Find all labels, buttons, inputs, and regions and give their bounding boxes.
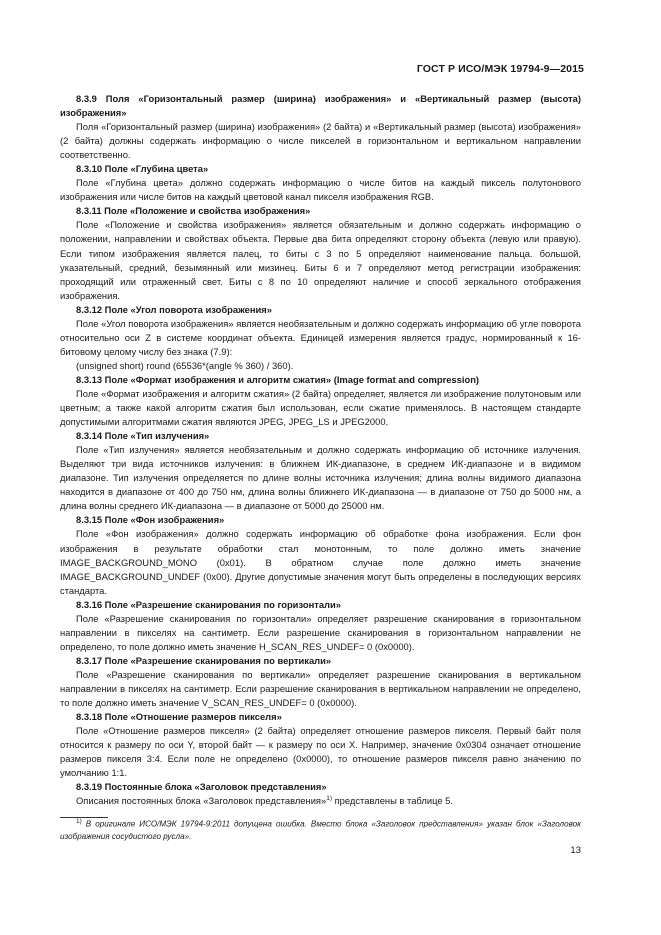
section-paragraph: Поле «Разрешение сканирования по горизонтали» определяет разрешение сканирования в горизонтальном направлении в пикселях на сантиметр. Если разрешение сканирования в горизонтальном направлении не определено, то поле должно иметь значение H_SCAN_RES_UNDEF= 0 (0x0000). — [60, 612, 581, 652]
section-paragraph: Поле «Глубина цвета» должно содержать информацию о числе битов на каждый пиксель полутонового изображения или числе битов на каждый цветовой канал пикселя изображения RGB. — [60, 177, 581, 203]
paragraph-text-tail: представлены в таблице 5. — [332, 795, 453, 807]
section-heading: 8.3.14 Поле «Тип излучения» — [76, 430, 210, 442]
page-body — [60, 92, 581, 808]
section-paragraph: Поле «Разрешение сканирования по вертикали» определяет разрешение сканирования в вертикальном направлении в пикселях на сантиметр. Если разрешение сканирования в вертикальном направлении не определено, то поле должно иметь значение V_SCAN_RES_UNDEF= 0 (0x0000). — [60, 668, 581, 709]
section-paragraph: Поле «Тип излучения» является необязательным и должно содержать информацию об источнике излучения. Выделяют три вида источников излучения: в ближнем ИК-диапазоне, в среднем ИК-диапазоне и в видимом диапазоне. Тип излучения определяется по длине волны источника излучения; длина волны видимого диапазона находится в диапазоне от 400 до 750 нм, длина волны ближнего ИК-диапазона — в диапазоне от 750 до 5000 нм, а длина волны среднего ИК-диапазона — в диапазоне от 5000 до 25000 нм. — [60, 444, 581, 512]
section-heading: 8.3.17 Поле «Разрешение сканирования по вертикали» — [76, 654, 332, 666]
footnote-text: В оригинале ИСО/МЭК 19794-9:2011 допущена ошибка. Вместо блока «Заголовок представления» указан блок «Заголовок изображения сосудистого русла». — [60, 819, 581, 842]
section-heading: 8.3.15 Поле «Фон изображения» — [76, 514, 225, 526]
section-paragraph: Поле «Формат изображения и алгоритм сжатия» (2 байта) определяет, является ли изображение полутоновым или цветным; а также какой алгоритм сжатия был использован, если сжатие применялось. В настоящем стандарте допустимыми алгоритмами сжатия являются JPEG, JPEG_LS и JPEG2000. — [60, 387, 581, 428]
section-paragraph: Поле «Фон изображения» должно содержать информацию об обработке фона изображения. Если фон изображения в результате обработки стал монотонным, то поле должно иметь значение IMAGE_BACKGROUND_MONO (0x01). В обратном случае поле должно иметь значение IMAGE_BACKGROUND_UNDEF (0x00). Другие допустимые значения могут быть определены в последующих версиях стандарта. — [60, 528, 581, 596]
section-paragraph: Поле «Отношение размеров пикселя» (2 байта) определяет отношение размеров пикселя. Первый байт поля относится к размеру по оси Y, второй байт — к размеру по оси X. Например, значение 0x0304 означает отношение размеров пикселя 3:4. Если поле не определено (0x0000), то отношение размеров пикселя равно значению по умолчанию 1:1. — [60, 725, 581, 779]
paragraph-text: Описания постоянных блока «Заголовок представления» — [76, 795, 327, 807]
section-paragraph: Поля «Горизонтальный размер (ширина) изображения» (2 байта) и «Вертикальный размер (высота) изображения» (2 байта) должны содержать информацию о числе пикселей в горизонтальном и вертикальном направлении соответственно. — [60, 121, 581, 161]
section-heading: 8.3.18 Поле «Отношение размеров пикселя» — [76, 711, 282, 723]
section-paragraph: Поле «Угол поворота изображения» является необязательным и должно содержать информацию об угле поворота относительно оси Z в системе координат объекта. Единицей измерения является градус, нормированный к 16-битовому целому числу без знака (7.9): — [60, 317, 581, 357]
section-heading: 8.3.11 Поле «Положение и свойства изображения» — [76, 205, 311, 217]
section-heading: 8.3.16 Поле «Разрешение сканирования по горизонтали» — [76, 598, 341, 610]
page-number: 13 — [570, 845, 581, 856]
document-header: ГОСТ Р ИСО/МЭК 19794-9—2015 — [416, 63, 584, 75]
section-heading: 8.3.10 Поле «Глубина цвета» — [76, 163, 209, 175]
section-heading: 8.3.12 Поле «Угол поворота изображения» — [76, 303, 272, 315]
footnote-mark: 1) — [76, 818, 82, 825]
formula: (unsigned short) round (65536*(angle % 360) / 360). — [76, 359, 294, 371]
section-heading: 8.3.19 Постоянные блока «Заголовок представления» — [76, 781, 327, 793]
section-heading: 8.3.9 Поля «Горизонтальный размер (ширина) изображения» и «Вертикальный размер (высота) изображения» — [60, 93, 581, 119]
section-heading: 8.3.13 Поле «Формат изображения и алгоритм сжатия» (Image format and compression) — [76, 373, 480, 385]
footnote-reference[interactable]: 1) — [326, 795, 332, 803]
section-paragraph — [60, 794, 581, 808]
footnote — [60, 816, 581, 844]
section-paragraph: Поле «Положение и свойства изображения» является обязательным и должно содержать информацию о положении, направлении и свойствах объекта. Первые два бита определяют сторону объекта (левую или правую). Если типом изображения является палец, то биты с 3 по 5 определяют наименование пальца. большой, указательный, средний, безымянный или мизинец. Биты 6 и 7 определяют метод регистрации изображения: проходящий или отраженный свет. Биты с 8 по 10 определяют наличие и способ зеркального отображения изображения. — [60, 219, 581, 301]
